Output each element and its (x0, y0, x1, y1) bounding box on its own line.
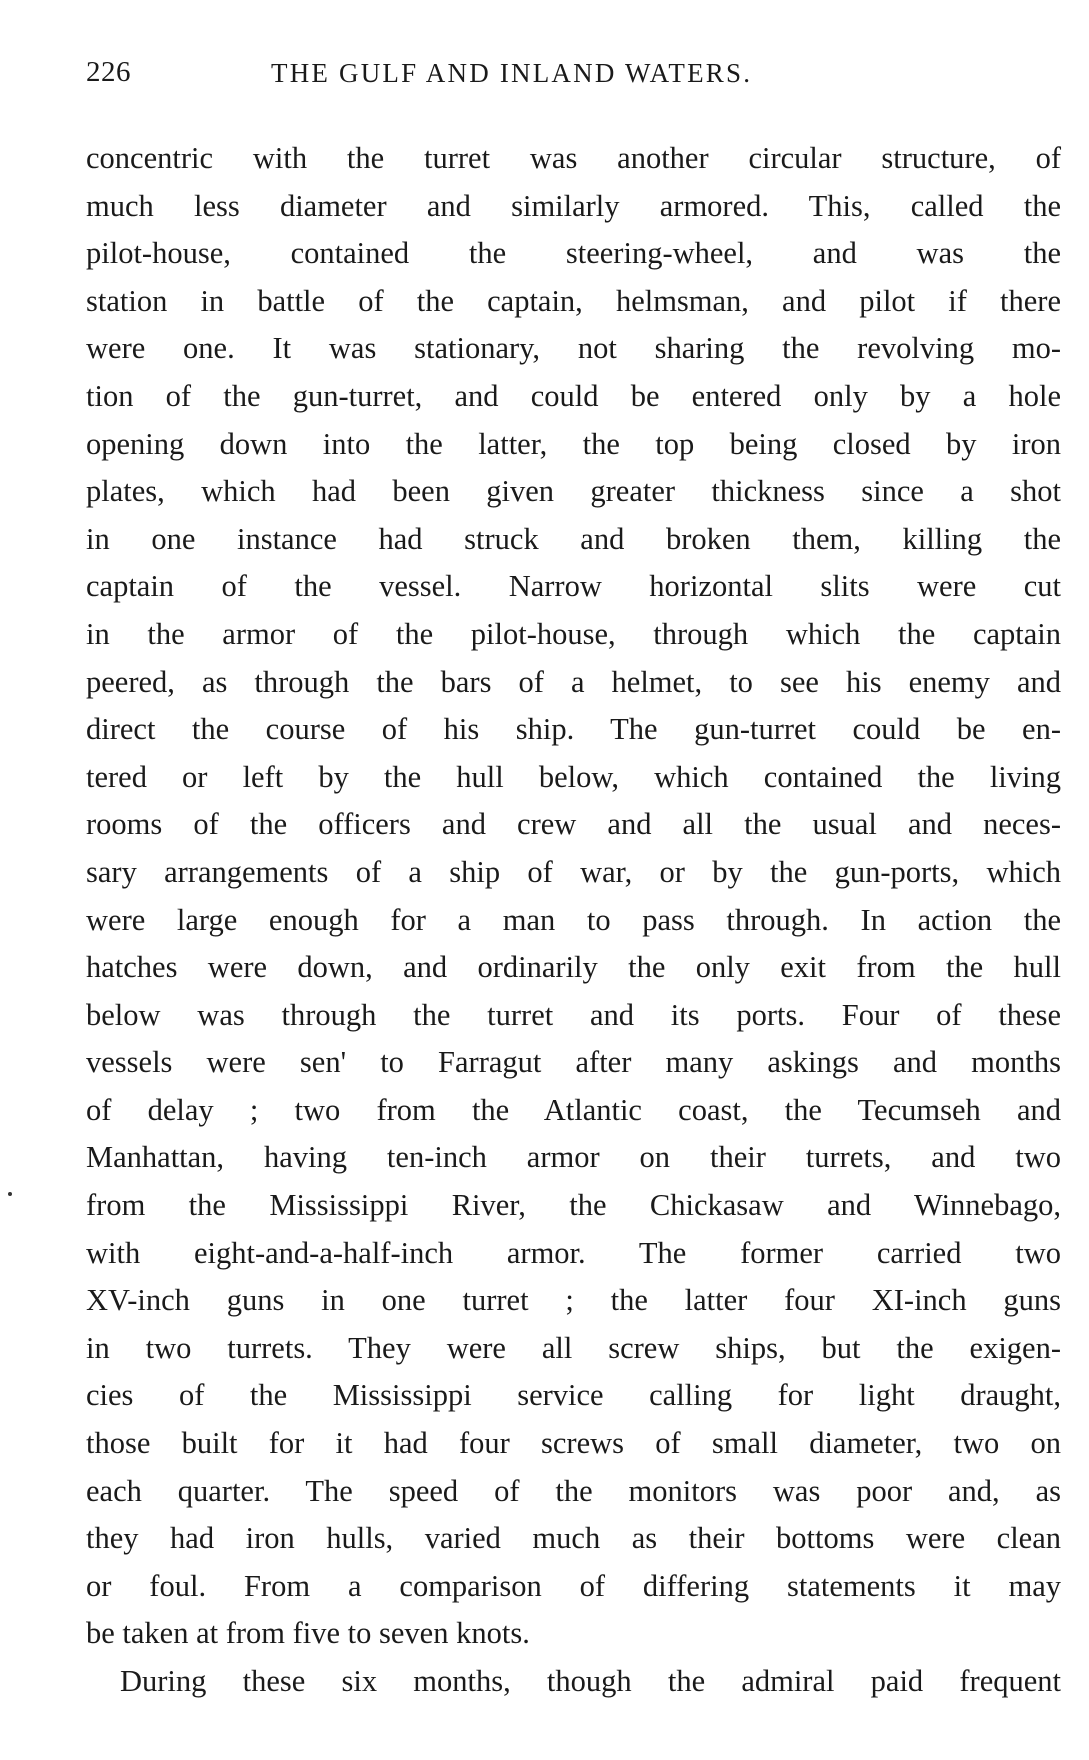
text-line: tered or left by the hull below, which contained the living (86, 759, 1061, 794)
text-line: in the armor of the pilot-house, through which the captain (86, 616, 1061, 651)
text-line: plates, which had been given greater thickness since a shot (86, 474, 1061, 509)
text-line: below was through the turret and its ports. Four of these (86, 997, 1061, 1032)
text-line: direct the course of his ship. The gun-turret could be en- (86, 712, 1061, 747)
text-line: each quarter. The speed of the monitors was poor and, as (86, 1473, 1061, 1508)
text-line: station in battle of the captain, helmsman, and pilot if there (86, 283, 1061, 318)
paragraph (86, 135, 1061, 1658)
text-line: peered, as through the bars of a helmet, to see his enemy and (86, 664, 1061, 699)
text-line: with eight-and-a-half-inch armor. The former carried two (86, 1235, 1061, 1270)
text-line: hatches were down, and ordinarily the only exit from the hull (86, 950, 1061, 985)
text-line: XV-inch guns in one turret ; the latter four XI-inch guns (86, 1283, 1061, 1318)
paragraph (86, 1658, 1061, 1706)
body-text (86, 135, 1061, 1706)
text-line: they had iron hulls, varied much as their bottoms were clean (86, 1521, 1061, 1556)
page-number: 226 (86, 56, 131, 88)
text-line: from the Mississippi River, the Chickasaw and Winnebago, (86, 1188, 1061, 1223)
text-line: captain of the vessel. Narrow horizontal slits were cut (86, 569, 1061, 604)
text-line: concentric with the turret was another circular structure, of (86, 141, 1061, 175)
text-line: opening down into the latter, the top being closed by iron (86, 426, 1061, 461)
text-line: vessels were sen' to Farragut after many askings and months (86, 1045, 1061, 1080)
text-line: pilot-house, contained the steering-wheel, and was the (86, 236, 1061, 271)
text-line: in one instance had struck and broken them, killing the (86, 521, 1061, 556)
text-line: rooms of the officers and crew and all the usual and neces- (86, 807, 1061, 842)
text-line: much less diameter and similarly armored. This, called the (86, 188, 1061, 223)
text-line: were one. It was stationary, not sharing the revolving mo- (86, 331, 1061, 366)
text-line: Manhattan, having ten-inch armor on their turrets, and two (86, 1140, 1061, 1175)
text-line: cies of the Mississippi service calling for light draught, (86, 1378, 1061, 1413)
text-line: were large enough for a man to pass through. In action the (86, 902, 1061, 937)
running-title: THE GULF AND INLAND WATERS. (271, 58, 753, 88)
text-line: those built for it had four screws of small diameter, two on (86, 1426, 1061, 1461)
text-line: or foul. From a comparison of differing statements it may (86, 1568, 1061, 1603)
text-line: of delay ; two from the Atlantic coast, the Tecumseh and (86, 1092, 1061, 1127)
ink-speck (8, 1192, 12, 1196)
text-line: During these six months, though the admiral paid frequent (120, 1664, 1061, 1698)
text-line: in two turrets. They were all screw ships, but the exigen- (86, 1330, 1061, 1365)
running-head (86, 56, 1061, 96)
text-line: be taken at from five to seven knots. (86, 1616, 530, 1651)
text-line: tion of the gun-turret, and could be entered only by a hole (86, 378, 1061, 413)
text-line: sary arrangements of a ship of war, or by the gun-ports, which (86, 854, 1061, 889)
